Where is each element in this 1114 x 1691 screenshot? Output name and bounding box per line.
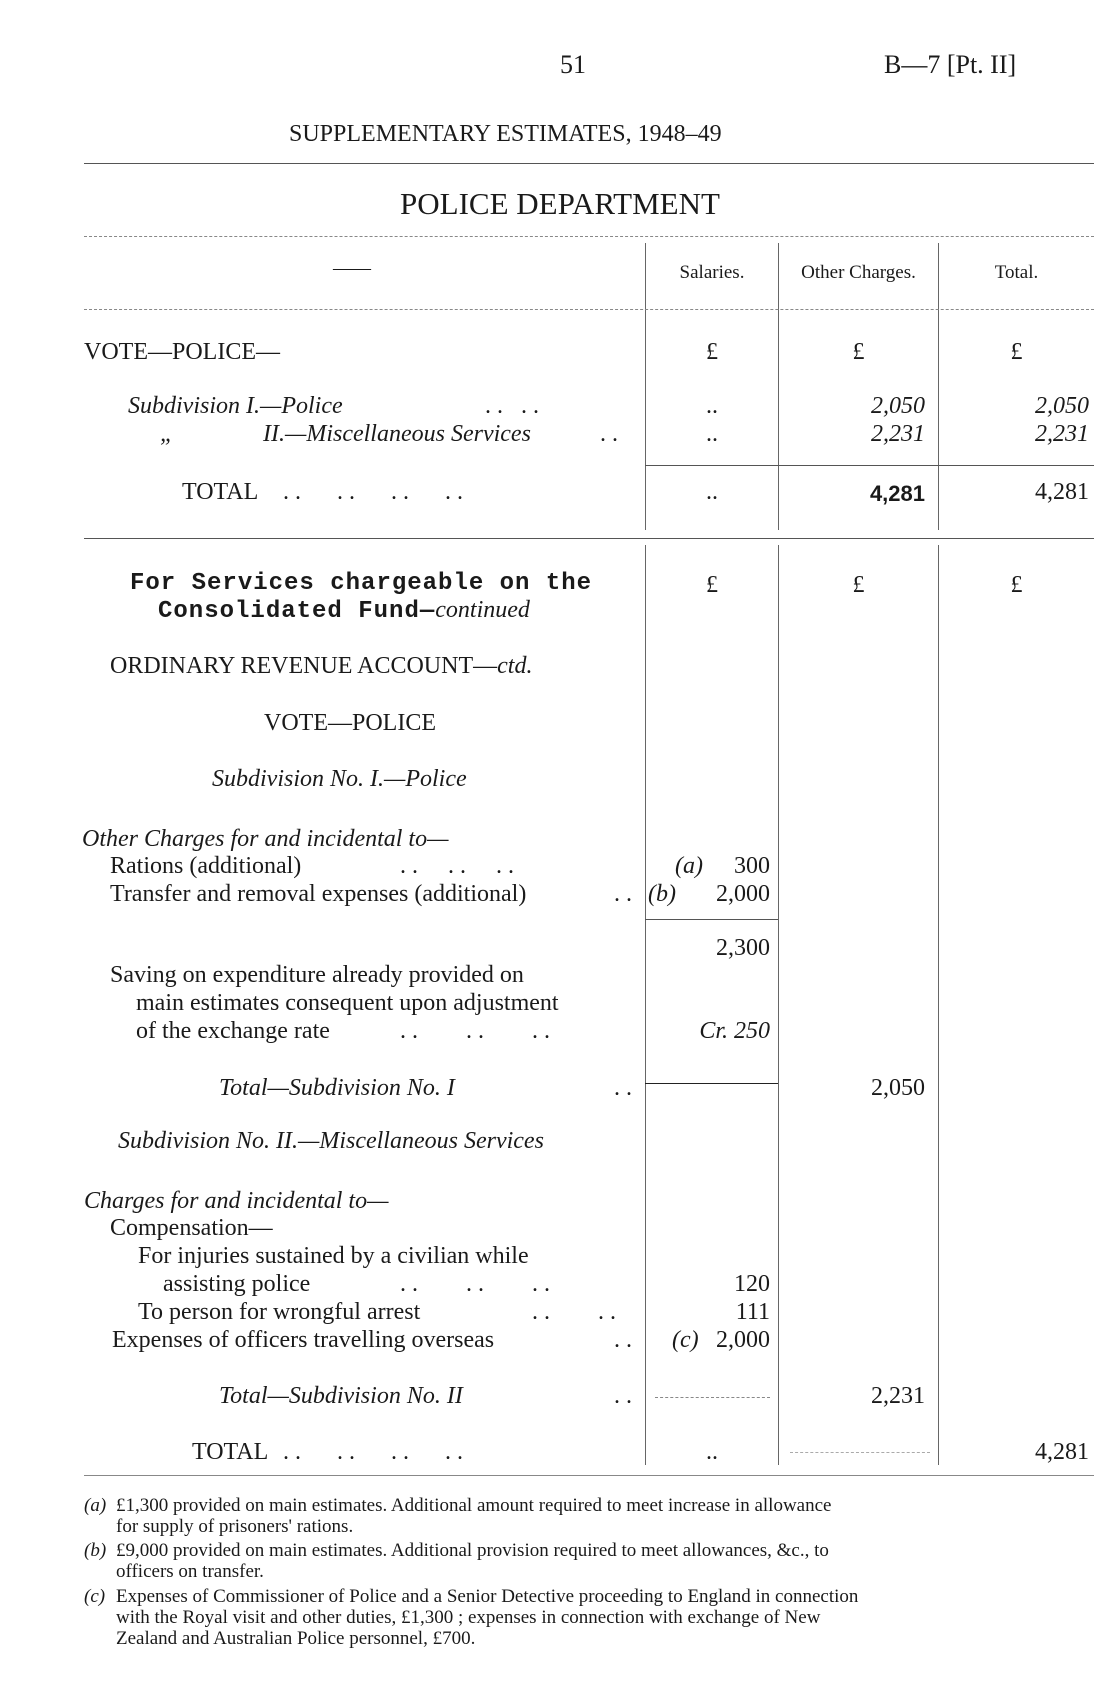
summary-total-label: TOTAL (182, 479, 259, 505)
summary-row-other-charges: 2,231 (871, 421, 925, 447)
summary-row-total: 2,231 (1035, 421, 1089, 447)
currency-symbol: £ (706, 339, 718, 365)
leader-dots: . . (614, 881, 632, 907)
leader-dots: . . (614, 1383, 632, 1409)
page-number: 51 (560, 50, 586, 79)
leader-dots: . . (600, 421, 618, 447)
item-label: assisting police (163, 1271, 311, 1297)
summary-row-label: II.—Miscellaneous Services (263, 421, 531, 447)
item-label: Expenses of officers travelling overseas (112, 1327, 495, 1353)
subdivision-two-title: Subdivision No. II.—Miscellaneous Services (118, 1128, 544, 1154)
grand-total-rule (790, 1452, 930, 1453)
column-heading-total: Total. (994, 262, 1039, 283)
summary-vote-label: VOTE—POLICE— (84, 339, 280, 365)
account-heading-continued: ctd. (497, 653, 533, 679)
leader-dots: . . . . . . . . (283, 1439, 463, 1465)
item-label: Rations (additional) (110, 853, 302, 879)
currency-symbol: £ (706, 572, 718, 598)
footnote-text: with the Royal visit and other duties, £1,300 ; expenses in connection with exchange of New (116, 1607, 821, 1628)
item-label: For injuries sustained by a civilian while (138, 1243, 529, 1269)
other-charges-heading: Other Charges for and incidental to— (82, 826, 449, 852)
item-label: To person for wrongful arrest (138, 1299, 421, 1325)
detail-col-divider (938, 545, 939, 1465)
footnote-text: £9,000 provided on main estimates. Additional provision required to meet allowances, &c., to (116, 1540, 829, 1561)
subdivision-total-amount: 2,050 (871, 1075, 925, 1101)
footnote-mark: (a) (84, 1495, 107, 1516)
saving-amount: Cr. 250 (699, 1018, 770, 1044)
department-title: POLICE DEPARTMENT (400, 186, 720, 221)
subdivision-total-label: Total—Subdivision No. I (219, 1075, 455, 1101)
summary-total-total: 4,281 (1035, 479, 1089, 505)
fund-heading-continued: continued (435, 597, 530, 623)
header-rule (84, 163, 1094, 164)
summary-row-total: 2,050 (1035, 393, 1089, 419)
subdivision-one-title: Subdivision No. I.—Police (212, 766, 467, 792)
summary-stub-heading: —— (333, 258, 371, 279)
leader-dots: . . (614, 1075, 632, 1101)
saving-text: main estimates consequent upon adjustment (136, 990, 559, 1016)
subtotal-rule (645, 919, 778, 920)
summary-total-salaries: .. (706, 479, 718, 505)
leader-dots: . . (614, 1327, 632, 1353)
summary-row-other-charges: 2,050 (871, 393, 925, 419)
summary-subtotal-rule (645, 465, 1094, 466)
summary-row-salaries: .. (706, 393, 718, 419)
summary-row-label: Subdivision I.—Police (128, 393, 343, 419)
leader-dots: . . . . (532, 1299, 616, 1325)
item-label: Transfer and removal expenses (additional) (110, 881, 527, 907)
column-heading-salaries: Salaries. (679, 262, 745, 283)
detail-vote-heading: VOTE—POLICE (264, 710, 436, 736)
subtotal-amount: 2,300 (716, 935, 770, 961)
footnote-reference: (b) (648, 881, 676, 907)
leader-dots: . . . . . . (400, 853, 514, 879)
footnote-mark: (c) (84, 1586, 106, 1607)
summary-bottom-rule (84, 538, 1094, 539)
subdivision-total-label: Total—Subdivision No. II (219, 1383, 463, 1409)
footnote-text: Zealand and Australian Police personnel, £700. (116, 1628, 476, 1649)
ditto-mark: „ (160, 421, 174, 447)
saving-text: Saving on expenditure already provided on (110, 962, 524, 988)
fund-heading: Consolidated Fund— (158, 598, 436, 625)
footnote-reference: (a) (675, 853, 703, 879)
item-amount: 2,000 (716, 881, 770, 907)
leader-dots: . . . . . . (400, 1271, 550, 1297)
detail-bottom-rule (84, 1475, 1094, 1476)
detail-col-divider (645, 545, 646, 1465)
footnote-text: for supply of prisoners' rations. (116, 1516, 354, 1537)
detail-col-divider (778, 545, 779, 1465)
item-amount: 2,000 (716, 1327, 770, 1353)
footnote-mark: (b) (84, 1540, 107, 1561)
leader-dots: . . . . . . (400, 1018, 550, 1044)
currency-symbol: £ (1010, 339, 1023, 365)
footnote-text: £1,300 provided on main estimates. Additional amount required to meet increase in allowance (116, 1495, 832, 1516)
compensation-heading: Compensation— (110, 1215, 273, 1241)
subdivision-total-rule (645, 1083, 778, 1084)
subdivision-total-amount: 2,231 (871, 1383, 925, 1409)
running-title: SUPPLEMENTARY ESTIMATES, 1948–49 (289, 121, 722, 147)
account-heading: ORDINARY REVENUE ACCOUNT— (110, 653, 498, 679)
grand-total-amount: 4,281 (1035, 1439, 1089, 1465)
summary-row-salaries: .. (706, 421, 718, 447)
fund-heading: For Services chargeable on the (130, 570, 593, 597)
currency-symbol: £ (1010, 572, 1023, 598)
grand-total-label: TOTAL (192, 1439, 269, 1465)
document-reference: B—7 [Pt. II] (884, 50, 1017, 79)
saving-text: of the exchange rate (136, 1018, 330, 1044)
summary-heading-rule (84, 309, 1094, 310)
charges-heading: Charges for and incidental to— (84, 1188, 389, 1214)
item-amount: 120 (734, 1271, 770, 1297)
currency-symbol: £ (852, 339, 865, 365)
item-amount: 111 (735, 1299, 770, 1325)
summary-total-other-charges: 4,281 (869, 481, 925, 506)
footnote-text: Expenses of Commissioner of Police and a Senior Detective proceeding to England in connection (116, 1586, 859, 1607)
leader-dots: . . . . (485, 393, 539, 419)
footnote-text: officers on transfer. (116, 1561, 264, 1582)
currency-symbol: £ (852, 572, 865, 598)
item-amount: 300 (734, 853, 770, 879)
column-heading-other-charges: Other Charges. (801, 262, 916, 283)
grand-total-salaries: .. (706, 1439, 718, 1465)
footnote-reference: (c) (672, 1327, 699, 1353)
subdivision-total-rule (655, 1397, 770, 1398)
leader-dots: . . . . . . . . (283, 479, 463, 505)
summary-top-rule (84, 236, 1094, 237)
